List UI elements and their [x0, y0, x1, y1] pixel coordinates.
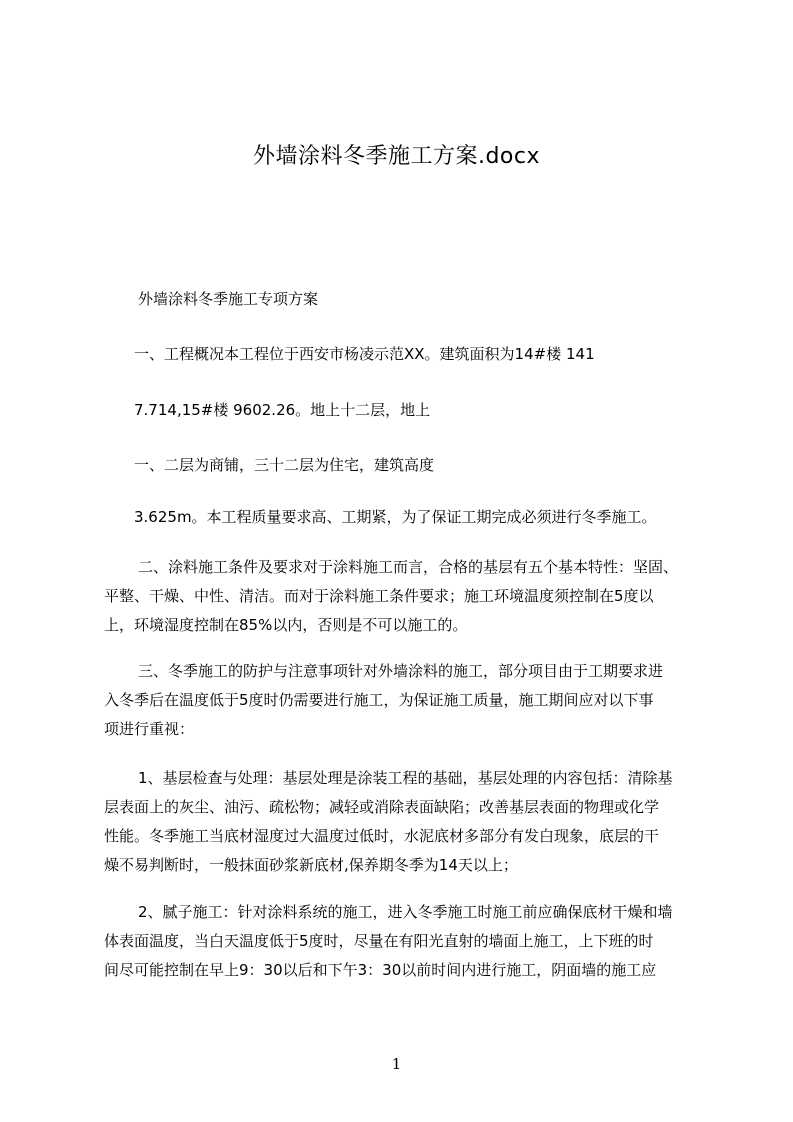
document-title: 外墙涂料冬季施工方案.docx [252, 144, 541, 169]
paragraph-putty [104, 898, 716, 985]
paragraph-base-treatment [104, 764, 716, 880]
page-number: 1 [391, 1055, 402, 1073]
paragraph-overview [134, 340, 746, 369]
text-line: 1、基层检查与处理：基层处理是涂装工程的基础，基层处理的内容包括：清除基 [138, 769, 673, 787]
text-line: 三、冬季施工的防护与注意事项针对外墙涂料的施工，部分项目由于工期要求进 [138, 662, 664, 680]
text-line: 入冬季后在温度低于5度时仍需要进行施工，为保证施工质量，施工期间应对以下事 [104, 691, 654, 709]
text-line: 项进行重视： [104, 720, 195, 738]
text-line: 3.625m。本工程质量要求高、工期紧，为了保证工期完成必须进行冬季施工。 [134, 508, 657, 526]
paragraph-floors [134, 451, 746, 480]
text-line: 平整、干燥、中性、清洁。而对于涂料施工条件要求；施工环境温度须控制在5度以 [104, 587, 654, 605]
paragraph-height [134, 503, 746, 532]
text-line: 2、腻子施工：针对涂料系统的施工，进入冬季施工时施工前应确保底材干燥和墙 [138, 903, 673, 921]
text-line: 一、二层为商铺，三十二层为住宅，建筑高度 [134, 456, 435, 474]
section-heading [138, 285, 750, 314]
paragraph-conditions [104, 553, 716, 640]
paragraph-overview-cont [134, 396, 746, 425]
text-line: 体表面温度，当白天温度低于5度时，尽量在有阳光直射的墙面上施工，上下班的时 [104, 932, 654, 950]
text-line: 7.714,15#楼 9602.26。地上十二层，地上 [134, 401, 431, 419]
text-line: 间尽可能控制在早上9：30以后和下午3：30以前时间内进行施工，阴面墙的施工应 [104, 961, 657, 979]
text-line: 上，环境湿度控制在85%以内，否则是不可以施工的。 [104, 616, 468, 634]
text-line: 燥不易判断时，一般抹面砂浆新底材,保养期冬季为14天以上； [104, 856, 518, 874]
text-line: 外墙涂料冬季施工专项方案 [138, 290, 319, 308]
text-line: 二、涂料施工条件及要求对于涂料施工而言，合格的基层有五个基本特性：坚固、 [138, 558, 679, 576]
text-line: 性能。冬季施工当底材湿度过大温度过低时，水泥底材多部分有发白现象，底层的干 [104, 827, 660, 845]
paragraph-protection [104, 657, 716, 744]
text-line: 层表面上的灰尘、油污、疏松物；减轻或消除表面缺陷；改善基层表面的物理或化学 [104, 798, 660, 816]
text-line: 一、工程概况本工程位于西安市杨凌示范XX。建筑面积为14#楼 141 [134, 345, 595, 363]
